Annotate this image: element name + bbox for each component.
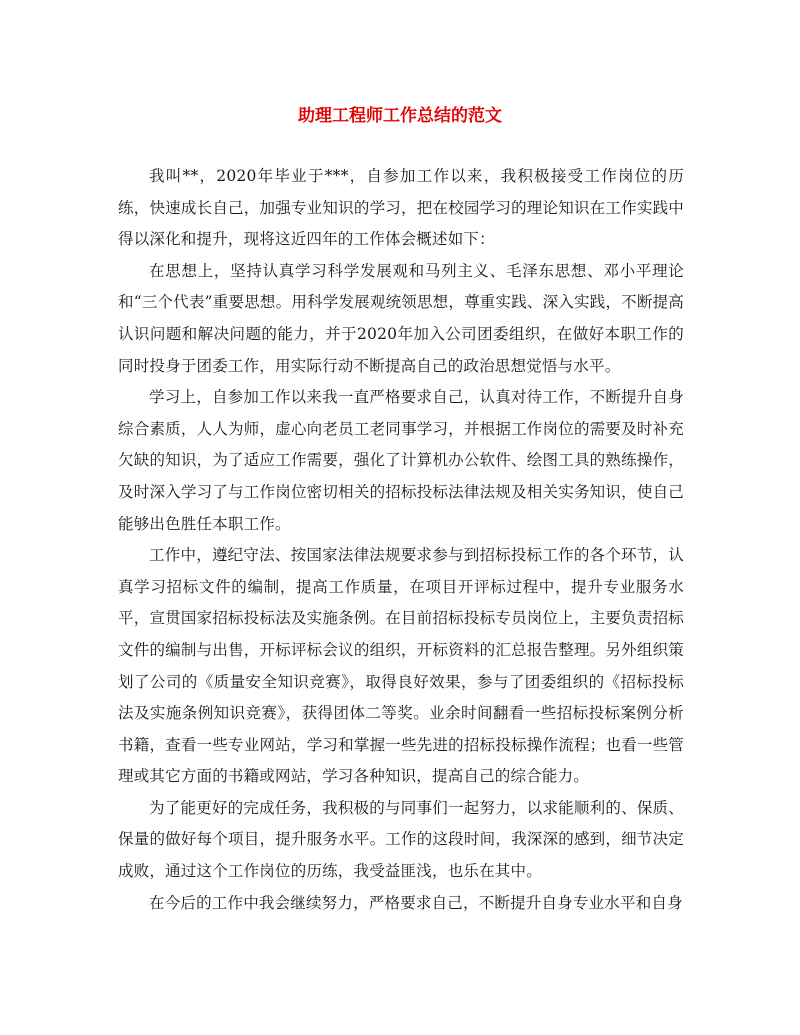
paragraph-intro: 我叫**，2020年毕业于***，自参加工作以来，我积极接受工作岗位的历练，快速成长自己，加强专业知识的学习，把在校园学习的理论知识在工作实践中得以深化和提升，现将这近四年的工作体会概述如下： bbox=[118, 167, 684, 249]
paragraph-work: 工作中，遵纪守法、按国家法律法规要求参与到招标投标工作的各个环节，认真学习招标文件的编制，提高工作质量，在项目开评标过程中，提升专业服务水平，宣贯国家招标投标法及实施条例。在目前招标投标专员岗位上，主要负责招标文件的编制与出售，开标评标会议的组织，开标资料的汇总报告整理。另外组织策划了公司的《质量安全知识竞赛》，取得良好效果，参与了团委组织的《招标投标法及实施条例知识竞赛》，获得团体二等奖。业余时间翻看一些招标投标案例分析书籍，查看一些专业网站，学习和掌握一些先进的招标投标操作流程；也看一些管理或其它方面的书籍或网站，学习各种知识，提高自己的综合能力。 bbox=[118, 546, 684, 786]
paragraph-ideology: 在思想上，坚持认真学习科学发展观和马列主义、毛泽东思想、邓小平理论和“三个代表”重要思想。用科学发展观统领思想，尊重实践、深入实践，不断提高认识问题和解决问题的能力，并于2020年加入公司团委组织，在做好本职工作的同时投身于团委工作，用实际行动不断提高自己的政治思想觉悟与水平。 bbox=[118, 261, 684, 375]
paragraph-teamwork: 为了能更好的完成任务，我积极的与同事们一起努力，以求能顺利的、保质、保量的做好每个项目，提升服务水平。工作的这段时间，我深深的感到，细节决定成败，通过这个工作岗位的历练，我受益匪浅，也乐在其中。 bbox=[118, 798, 684, 881]
paragraph-future: 在今后的工作中我会继续努力，严格要求自己，不断提升自身专业水平和自身 bbox=[149, 893, 683, 912]
document-body bbox=[118, 161, 684, 919]
document-title: 助理工程师工作总结的范文 bbox=[298, 106, 502, 126]
paragraph-study: 学习上，自参加工作以来我一直严格要求自己，认真对待工作，不断提升自身综合素质，人人为师，虚心向老员工老同事学习，并根据工作岗位的需要及时补充欠缺的知识，为了适应工作需要，强化了计算机办公软件、绘图工具的熟练操作，及时深入学习了与工作岗位密切相关的招标投标法律法规及相关实务知识，使自己能够出色胜任本职工作。 bbox=[118, 388, 684, 533]
